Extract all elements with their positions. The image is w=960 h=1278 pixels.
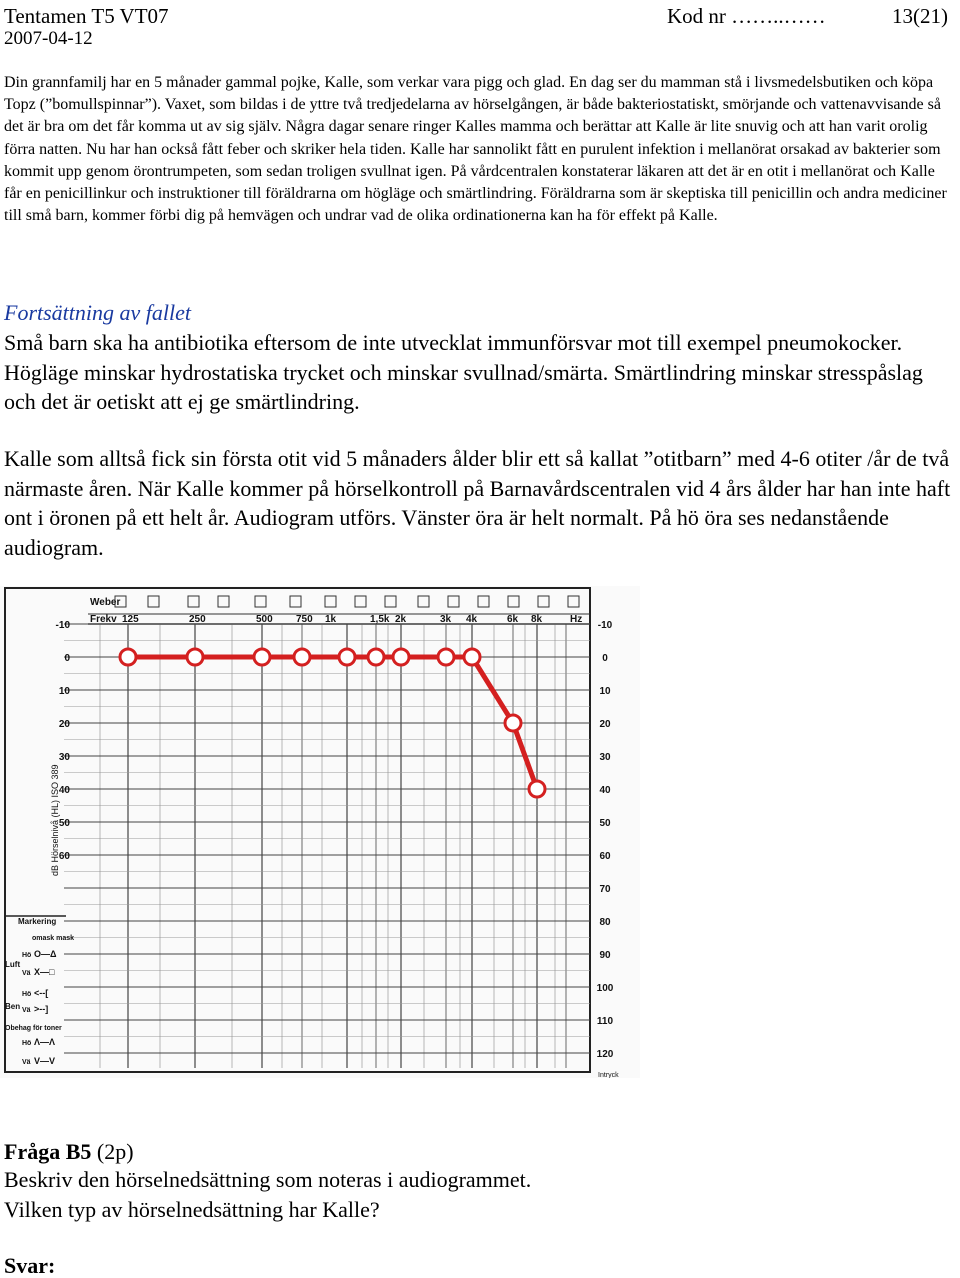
legend-title: Markering [18, 917, 57, 926]
level-label-right: 20 [599, 719, 611, 730]
level-label-left: 50 [58, 818, 70, 829]
audiogram-paper [0, 586, 640, 1078]
frequency-label: 1k [325, 614, 337, 625]
data-point-marker [464, 649, 480, 665]
legend-ear: Hö [22, 991, 32, 998]
frequency-label: Hz [570, 614, 583, 625]
question-points: (2p) [96, 1139, 134, 1164]
exam-date: 2007-04-12 [4, 28, 93, 49]
data-point-marker [294, 649, 310, 665]
level-label-right: 120 [596, 1049, 614, 1060]
legend-symbol: >--] [34, 1004, 49, 1014]
frequency-label: 3k [440, 614, 452, 625]
frequency-label: 500 [256, 614, 273, 625]
legend-ear: Vä [22, 970, 31, 977]
legend-ear: Hö [22, 1040, 32, 1047]
continuation-paragraph-2: Kalle som alltså fick sin första otit vid 5 månaders ålder blir ett så kallat ”otitbarn” med 4-6 otiter /år de två närmaste åren. När Kalle kommer på hörselkontroll på Barnavårdscentralen vid 4 års ålder har han inte haft ont i öronen på ett helt år. Audiogram utförs. Vänster öra är helt normalt. På hö öra ses nedanstående audiogram. [4, 446, 951, 560]
frequency-label: 8k [531, 614, 543, 625]
data-point-marker [368, 649, 384, 665]
y-axis-label: dB Hörselnivå (HL) ISO 389 [50, 764, 60, 876]
audiogram [0, 586, 640, 1078]
level-label-right: 100 [596, 983, 614, 994]
data-point-marker [438, 649, 454, 665]
case-paragraph: Din grannfamilj har en 5 månader gammal pojke, Kalle, som verkar vara pigg och glad. En dag ser du mamman stå i livsmedelsbutiken och köpa Topz (”bomullspinnar”). Vaxet, som bildas i de yttre två tredjedelarna av hörselgången, är både bakteriostatiskt, smörjande och vattenavvisande så det är bra om det får komma ut av sig själv. Några dagar senare ringer Kalles mamma och berättar att Kalle är lite snuvig och att han varit orolig förra natten. Nu har han också fått feber och skriker hela tiden. Kalle har sannolikt fått en purulent infektion i mellanörat orsakad av bakterier som kommit upp genom örontrumpeten, som sedan troligen svullnat igen. På vårdcentralen konstaterar läkaren att det är en otit i mellanörat och Kalle får en penicillinkur och instruktioner till föräldrarna om högläge och smärtlindring. Föräldrarna som är skeptiska till penicillin och andra mediciner till små barn, kommer förbi dig på hemvägen och undrar vad de olika ordinationerna kan ha för effekt på Kalle. [4, 74, 947, 225]
level-label-left: 20 [58, 719, 70, 730]
legend-luft: Luft [5, 960, 21, 969]
level-label-right: 60 [599, 851, 611, 862]
question-heading [4, 1139, 134, 1165]
level-label-right: 70 [599, 884, 611, 895]
frequency-label: 6k [507, 614, 519, 625]
level-label-left: -10 [55, 620, 70, 631]
data-point-marker [339, 649, 355, 665]
level-label-left: 60 [58, 851, 70, 862]
weber-label: Weber [90, 597, 121, 608]
data-point-marker [393, 649, 409, 665]
level-label-left: 40 [58, 785, 70, 796]
legend-ben: Ben [5, 1002, 21, 1011]
legend-symbol: <--[ [34, 988, 49, 998]
legend-subtitle: omask mask [32, 935, 75, 942]
frequency-label: 4k [466, 614, 478, 625]
level-label-right: 10 [599, 686, 611, 697]
level-label-right: 90 [599, 950, 611, 961]
continuation-heading: Fortsättning av fallet [4, 300, 191, 325]
level-label-right: 30 [599, 752, 611, 763]
level-label-right: -10 [597, 620, 613, 631]
question-line-2: Vilken typ av hörselnedsättning har Kalle? [4, 1197, 380, 1222]
level-label-right: 80 [599, 917, 611, 928]
legend-obehag: Obehag för toner [5, 1025, 62, 1032]
data-point-marker [187, 649, 203, 665]
question-label: Fråga B5 [4, 1139, 92, 1164]
level-label-right: 50 [599, 818, 611, 829]
legend-symbol: Λ—Λ [34, 1037, 56, 1047]
code-field: Kod nr ……..…… [667, 4, 826, 28]
level-label-right: 0 [602, 653, 608, 664]
frequency-label: 750 [296, 614, 313, 625]
data-point-marker [529, 781, 545, 797]
level-label-right: 40 [599, 785, 611, 796]
exam-title: Tentamen T5 VT07 [4, 4, 169, 28]
data-point-marker [120, 649, 136, 665]
frequency-label: 125 [122, 614, 139, 625]
frequency-label: 250 [189, 614, 206, 625]
frekv-label: Frekv [90, 614, 117, 625]
page-number: 13(21) [892, 4, 948, 28]
level-label-right: 110 [596, 1016, 614, 1027]
legend-symbol: X—□ [34, 967, 55, 977]
continuation-paragraph-1: Små barn ska ha antibiotika eftersom de inte utvecklat immunförsvar mot till exempel pneumokocker. Högläge minskar hydrostatiska trycket och minskar svullnad/smärta. Smärtlindring minskar stresspåslag och det är oetiskt att ej ge smärtlindring. [4, 330, 923, 415]
legend-ear: Vä [22, 1007, 31, 1014]
question-line-1: Beskriv den hörselnedsättning som noteras i audiogrammet. [4, 1167, 532, 1192]
legend-ear: Hö [22, 952, 32, 959]
frequency-label: 1,5k [370, 614, 390, 625]
answer-label: Svar: [4, 1253, 56, 1278]
data-point-marker [254, 649, 270, 665]
data-point-marker [505, 715, 521, 731]
legend-symbol: O—Δ [34, 949, 57, 959]
frequency-label: 2k [395, 614, 407, 625]
legend-ear: Vä [22, 1059, 31, 1066]
level-label-left: 30 [58, 752, 70, 763]
corner-text: Intryck [598, 1072, 619, 1078]
level-label-left: 0 [64, 653, 70, 664]
level-label-left: 10 [58, 686, 70, 697]
legend-symbol: V—V [34, 1056, 56, 1066]
